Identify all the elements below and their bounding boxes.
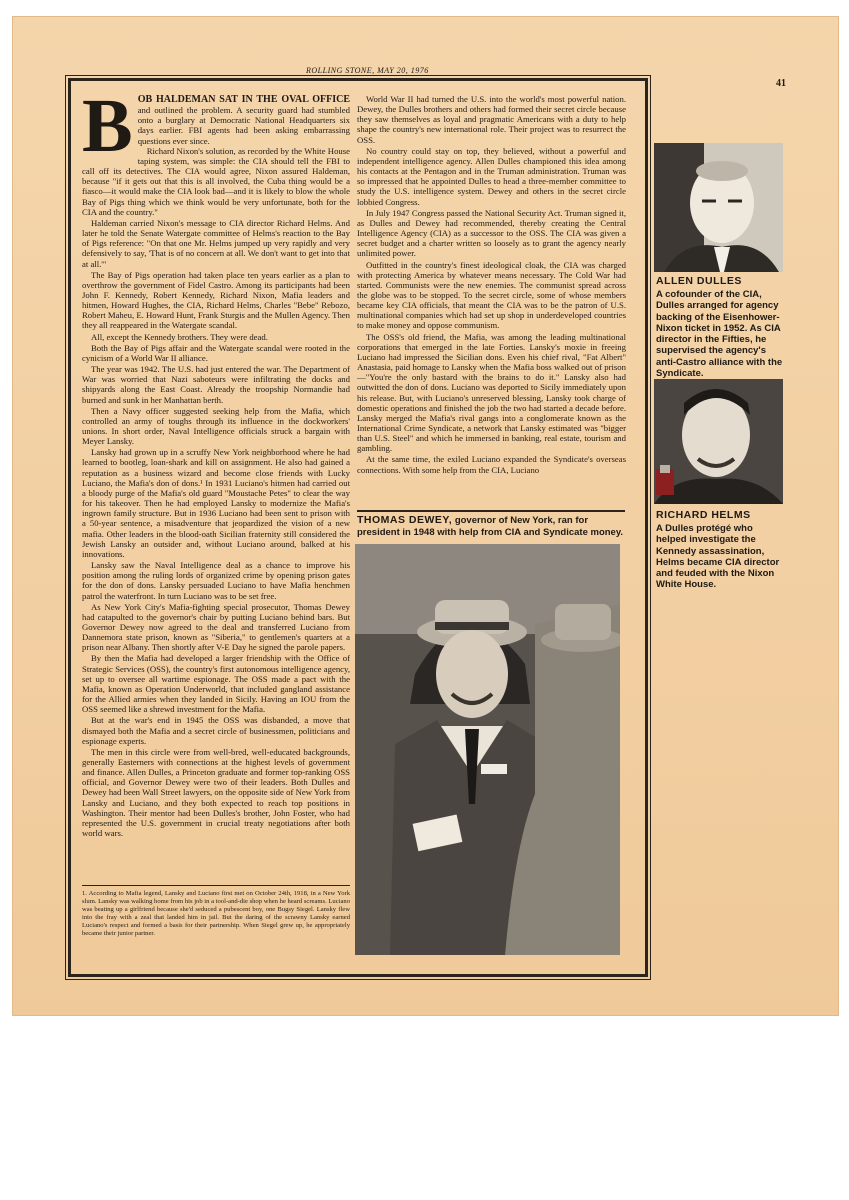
dewey-caption-name: THOMAS DEWEY, xyxy=(357,514,453,526)
paragraph: Haldeman carried Nixon's message to CIA director Richard Helms. And later he told the Senate Watergate committee of Helms's reaction to the Bay of Pigs reference: "On that one Mr. Helms jumped up very rapidly and very defensively to say, 'That is of no concern at all. We don't want to get into that at all.'" xyxy=(82,217,350,269)
dulles-caption: A cofounder of the CIA, Dulles arranged for agency backing of the Eisenhower-Nixon ticket in 1952. As CIA director in the Fifties, he supervised the agency's anti-Castro alliance with the Syndicate. xyxy=(656,289,783,380)
paragraph: Outfitted in the country's finest ideological cloak, the CIA was charged with protecting America by whatever means necessary. The Cold War had started. Communists were the new enemies. The communist spread across the globe was to be stopped. To the secret circle, some of whose members became key CIA officials, that meant the CIA was to be the patron of U.S. multinational companies which had set up shop in underdeveloped countries to make money and oppose communism. xyxy=(357,259,626,331)
footnote: 1. According to Mafia legend, Lansky and Luciano first met on October 24th, 1918, in a New York slum. Lansky was walking home from his job in a tool-and-die shop when he heard screams. Luciano was beating up a girlfriend because she'd seduced a pubescent boy, one Bugsy Siegel. Lansky flew into the fray with a zeal that landed him in jail. But the daring of the scrawny Lansky earned Luciano's respect and formed a basis for their partnership. When Siegel grew up, he appropriately became their junior partner. xyxy=(82,885,350,939)
dewey-caption xyxy=(357,510,625,538)
paragraph: The Bay of Pigs operation had taken place ten years earlier as a plan to overthrow the government of Fidel Castro. Among its participants had been John F. Kennedy, Robert Kennedy, Richard Nixon, Mafia leaders and hitmen, Howard Hughes, the CIA, Richard Helms, Charles "Bebe" Rebozo, Robert Maheu, E. Howard Hunt, Frank Sturgis and the Mullen Agency. Then they all reappeared in the Watergate scandal. xyxy=(82,269,350,331)
dewey-photo xyxy=(355,544,620,955)
paragraph: The OSS's old friend, the Mafia, was among the leading multinational corporations that emerged in the late Forties. Lansky's moxie in freeing Luciano had impressed the Sicilian dons. Even his chief rival, "Fat Albert" Anastasia, paid homage to Lansky when the Mafia boss walked out of prison—"You're the only bastard with the brains to do it." Lansky also had outwitted the don of dons. Luciano was deported to Sicily immediately upon his release. But, with Luciano's unreserved blessing, Lansky took charge of domestic operations and finished the job the two had started a decade before. Lansky merged the Mafia's rival gangs into a conglomerate known as the International Crime Syndicate, a network that Lansky estimated was "bigger than U.S. Steel" and which he immersed in banking, real estate, tourism and gambling. xyxy=(357,331,626,454)
dulles-name: ALLEN DULLES xyxy=(656,275,742,287)
article-column-1 xyxy=(82,94,350,880)
helms-portrait xyxy=(654,379,783,504)
article-column-2 xyxy=(357,94,626,508)
helms-photo xyxy=(654,379,783,504)
dewey-photo-illustration xyxy=(355,544,620,955)
dewey-caption-text: governor of New York, ran for president in 1948 with help from CIA and Syndicate money. xyxy=(357,515,624,538)
paragraph: No country could stay on top, they believed, without a powerful and independent intelligence agency. Allen Dulles championed this idea among his contacts at the Pentagon and in the Truman administration. Truman was so impressed that he appointed Dulles to head a three-member committee to study the U.S. intelligence system. Dewey and others in the secret circle lobbied Congress. xyxy=(357,145,626,207)
drop-cap: B xyxy=(82,94,133,168)
paragraph: Richard Nixon's solution, as recorded by the White House taping system, was simple: the CIA should tell the FBI to call off its detectives. The CIA would agree, Nixon assured Haldeman, because "if it gets out that this is all involved, the Cuba thing would be a fiasco—it would make the CIA look bad—and it is likely to blow the whole Bay of Pigs thing which we think would be very unfortunate, both for the CIA and the country." xyxy=(82,145,350,217)
page-number: 41 xyxy=(776,78,786,89)
paragraph: In July 1947 Congress passed the National Security Act. Truman signed it, as Dulles and Dewey had recommended, thereby creating the Central Intelligence Agency (CIA) as a successor to the OSS. The CIA was given a secret budget and a charter written so loosely as to grant the agency nearly unlimited power. xyxy=(357,207,626,259)
dulles-photo xyxy=(654,143,783,272)
lead-caps: OB HALDEMAN SAT IN THE OVAL OFFICE xyxy=(137,94,350,105)
paragraph: At the same time, the exiled Luciano expanded the Syndicate's overseas connections. With some help from the CIA, Luciano xyxy=(357,454,626,475)
dulles-portrait xyxy=(654,143,783,272)
paragraph: The men in this circle were from well-bred, well-educated backgrounds, generally Easterners with connections at the highest levels of government and finance. Allen Dulles, a Princeton graduate and former top-ranking OSS official, and Governor Dewey were two of their leaders. Both Dulles and Dewey had been Wall Street lawyers, on the opposite side of New York from Lansky and Luciano, and they both expected to reach top positions in Washington. Their mentor had been Dulles's brother, John Foster, who had represented the U.S. government in crucial treaty negotiations after both world wars. xyxy=(82,746,350,839)
helms-caption: A Dulles protégé who helped investigate the Kennedy assassination, Helms became CIA director and feuded with the Nixon White House. xyxy=(656,523,780,591)
paragraph: As New York City's Mafia-fighting special prosecutor, Thomas Dewey had catapulted to the governor's chair by putting Luciano behind bars. But Governor Dewey now agreed to the deal and transferred Luciano from Dannemora state prison, known as "Siberia," to gentlemen's quarters at a prison near Albany. Then shortly after V-E Day he signed the parole papers. xyxy=(82,601,350,653)
paragraph: Both the Bay of Pigs affair and the Watergate scandal were rooted in the cynicism of a World War II alliance. xyxy=(82,342,350,363)
paragraph: Then a Navy officer suggested seeking help from the Mafia, which controlled an army of toughs through its influence in the dockworkers' unions. In short order, Naval Intelligence officials struck a bargain with Meyer Lansky. xyxy=(82,405,350,447)
masthead: ROLLING STONE, MAY 20, 1976 xyxy=(306,66,429,75)
paragraph: All, except the Kennedy brothers. They were dead. xyxy=(91,331,268,342)
lead-text: and outlined the problem. A security guard had stumbled onto a burglary at Democratic National Headquarters six days earlier. FBI agents had been asking embarrassing questions ever since. xyxy=(137,105,350,146)
paragraph: By then the Mafia had developed a larger friendship with the Office of Strategic Services (OSS), the country's first autonomous intelligence agency, set up to oversee all wartime espionage. The OSS made a pact with the Mafia, known as Operation Underworld, that included gangland assistance for the Allied armies when they landed in Sicily. Having an IOU from the OSS seemed like a shrewd investment for the Mafia. xyxy=(82,653,350,715)
helms-name: RICHARD HELMS xyxy=(656,509,751,521)
paragraph: Lansky had grown up in a scruffy New York neighborhood where he had learned to bootleg, loan-shark and kill on assignment. He also had gained a reputation as a business wizard and become close friends with Lucky Luciano, the Mafia's don of dons.¹ In 1931 Luciano's hitmen had carried out a bloody purge of the Mafia's old guard "Moustache Petes" to clear the way for his takeover. Then he had employed Lansky to modernize the Mafia's ingrown family structure. But in 1936 Luciano had been sent to prison with a 50-year sentence, a misadventure that jeopardized the vision of a new mafia. Other leaders in the blood-oath Sicilian fraternity still considered the Jewish Lansky an outsider and, without Luciano around, balked at his innovations. xyxy=(82,447,350,559)
paragraph: World War II had turned the U.S. into the world's most powerful nation. Dewey, the Dulles brothers and others had formed their secret circle because they saw themselves as loyal and pragmatic Americans with a duty to help shape the country's new international role. Their project was to resurrect the OSS. xyxy=(357,94,626,145)
paragraph: Lansky saw the Naval Intelligence deal as a chance to improve his position among the ruling lords of organized crime by opening prison gates for the don of dons. Lansky persuaded Luciano to have Mafia henchmen patrol the waterfront. In turn Luciano was to be set free. xyxy=(82,560,350,601)
paragraph: The year was 1942. The U.S. had just entered the war. The Department of War was worried that Nazi saboteurs were infiltrating the docks and shipyards along the East Coast. Already the troopship Normandie had burned and sunk in her Manhattan berth. xyxy=(82,364,350,405)
paragraph: But at the war's end in 1945 the OSS was disbanded, a move that dismayed both the Mafia and a secret circle of businessmen, politicians and espionage experts. xyxy=(82,715,350,746)
